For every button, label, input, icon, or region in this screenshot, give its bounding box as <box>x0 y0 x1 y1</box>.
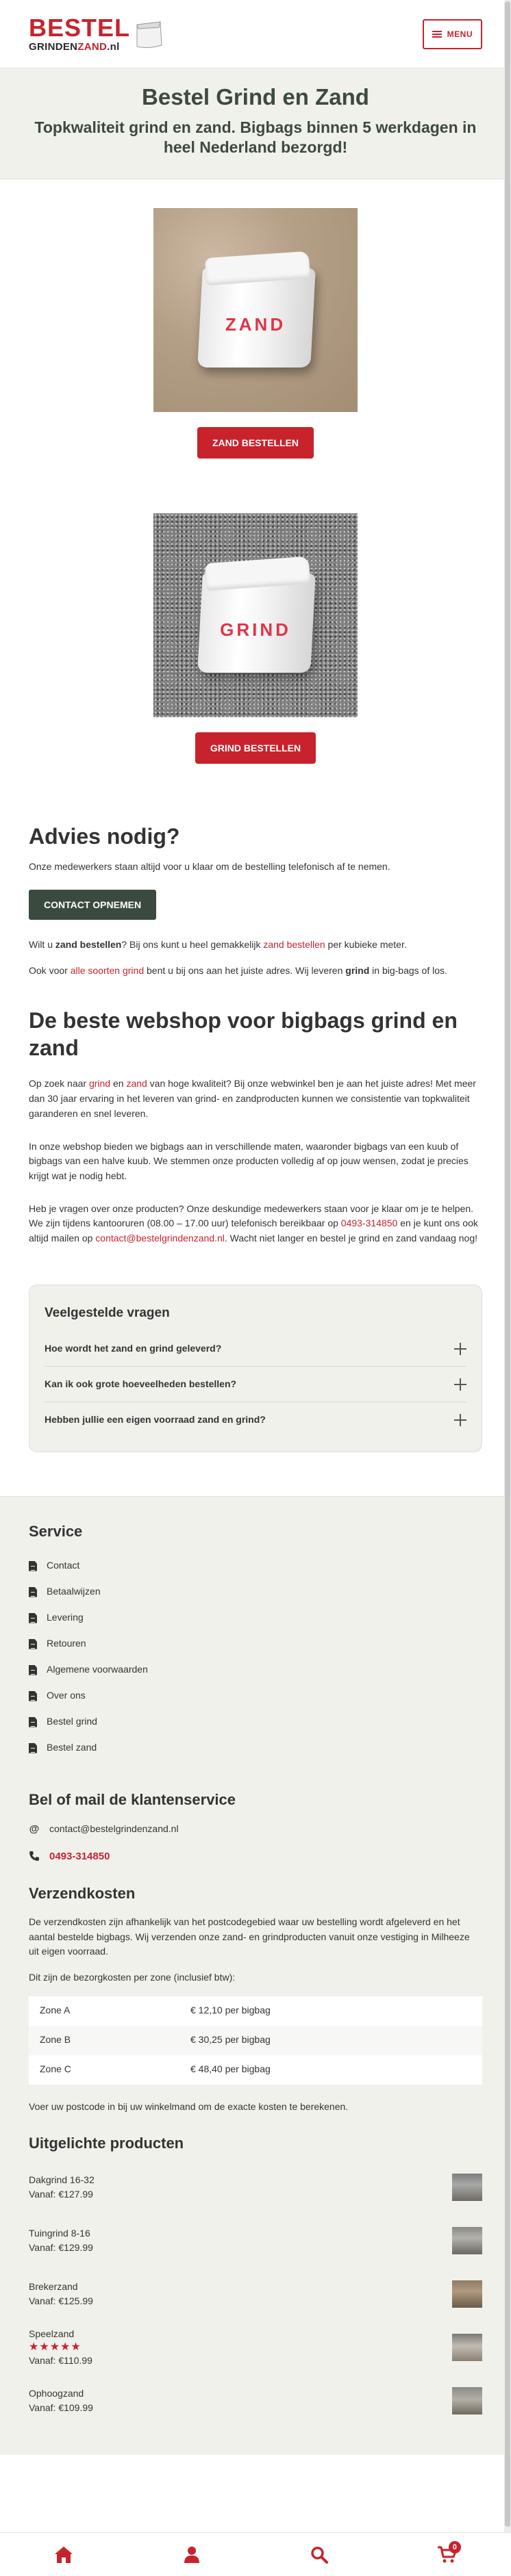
zand-bestellen-button[interactable]: ZAND BESTELLEN <box>197 427 314 459</box>
product-thumbnail[interactable] <box>452 2174 482 2201</box>
rating-stars: ★★★★★ <box>29 2341 82 2354</box>
faq-item[interactable]: Kan ik ook grote hoeveelheden bestellen? <box>45 1367 466 1402</box>
hero <box>0 68 511 179</box>
page-title: Bestel Grind en Zand <box>142 84 369 110</box>
table-row: Zone C € 48,40 per bigbag <box>40 2063 271 2075</box>
scrollbar-track[interactable] <box>504 0 511 2532</box>
search-icon <box>310 2546 328 2564</box>
menu-button[interactable] <box>423 19 482 49</box>
featured-products <box>29 2161 482 2427</box>
plus-icon <box>454 1343 466 1355</box>
shipping-title: Verzendkosten <box>29 1884 136 1902</box>
home-icon <box>54 2546 73 2564</box>
postcode-paragraph: Voer uw postcode in bij uw winkelmand om de exacte kosten te berekenen. <box>29 2100 349 2112</box>
featured-product-price: Vanaf: €127.99 <box>29 2189 93 2200</box>
scrollbar-thumb[interactable] <box>505 1 510 2527</box>
zand-link[interactable]: zand <box>126 1078 147 1090</box>
email-link[interactable]: contact@bestelgrindenzand.nl <box>95 1232 225 1244</box>
phone-link[interactable]: 0493-314850 <box>340 1218 398 1229</box>
document-icon <box>29 1561 37 1571</box>
advice-intro: Onze medewerkers staan altijd voor u klaar om de bestelling telefonisch af te nemen. <box>29 861 390 873</box>
at-icon: @ <box>29 1823 40 1836</box>
service-link-item <box>29 1709 482 1735</box>
document-icon <box>29 1613 37 1623</box>
webshop-section <box>0 1007 511 1246</box>
service-link[interactable]: Contact <box>47 1560 80 1571</box>
featured-product <box>29 2321 482 2374</box>
featured-product <box>29 2161 482 2214</box>
logo-top-text: BESTEL <box>29 14 131 42</box>
product-grind <box>0 513 511 764</box>
cart-count-badge: 0 <box>449 2541 461 2553</box>
webshop-title: De beste webshop voor bigbags grind en zand <box>29 1008 458 1061</box>
featured-product-price: Vanaf: €110.99 <box>29 2355 92 2367</box>
service-link[interactable]: Retouren <box>47 1638 86 1649</box>
winkelmand-link[interactable]: winkelmand <box>145 2100 196 2112</box>
plus-icon <box>454 1414 466 1426</box>
featured-product-link[interactable]: Speelzand <box>29 2328 75 2339</box>
logo-bag-icon <box>133 19 164 49</box>
footer-email-link[interactable]: contact@bestelgrindenzand.nl <box>49 1823 179 1835</box>
service-link[interactable]: Levering <box>47 1612 84 1623</box>
page-subtitle: Topkwaliteit grind en zand. Bigbags binnen 5 werkdagen in heel Nederland bezorgd! <box>34 118 477 157</box>
product-thumbnail[interactable] <box>452 2227 482 2254</box>
webshop-paragraph-3: Heb je vragen over onze producten? Onze deskundige medewerkers staan voor je klaar om je te helpen. We zijn tijdens kantooruren (08.00 – 17.00 uur) telefonisch bereikbaar op 0493-314850 en je kunt ons ook altijd mailen op contact@bestelgrindenzand.nl. Wacht niet langer en bestel je grind en zand vandaag nog! <box>29 1202 478 1244</box>
mobile-bottom-bar <box>0 2532 511 2576</box>
service-link[interactable]: Betaalwijzen <box>47 1586 101 1597</box>
alle-soorten-grind-link[interactable]: alle soorten grind <box>70 964 145 976</box>
featured-product-price: Vanaf: €129.99 <box>29 2242 93 2254</box>
service-link-item <box>29 1683 482 1709</box>
site-logo[interactable] <box>29 16 164 52</box>
service-link[interactable]: Bestel grind <box>47 1716 97 1727</box>
product-thumbnail[interactable] <box>452 2387 482 2414</box>
plus-icon <box>454 1378 466 1391</box>
table-row: Zone A € 12,10 per bigbag <box>40 2005 271 2016</box>
featured-product <box>29 2214 482 2267</box>
product-zand <box>0 208 511 459</box>
document-icon <box>29 1639 37 1649</box>
account-button[interactable] <box>178 2541 205 2568</box>
featured-product-price: Vanaf: €125.99 <box>29 2295 93 2307</box>
grind-bestellen-button[interactable]: GRIND BESTELLEN <box>195 732 316 764</box>
menu-label: MENU <box>447 29 473 39</box>
contact-opnemen-button[interactable]: CONTACT OPNEMEN <box>29 890 156 920</box>
search-button[interactable] <box>306 2541 333 2568</box>
contact-email-row <box>29 1821 482 1837</box>
service-link-item <box>29 1631 482 1657</box>
advice-paragraph-1: Wilt u zand bestellen? Bij ons kunt u heel gemakkelijk zand bestellen per kubieke meter. <box>29 939 407 951</box>
product-thumbnail[interactable] <box>452 2334 482 2361</box>
webshop-paragraph-2: In onze webshop bieden we bigbags aan in verschillende maten, waaronder bigbags van een kuub of bigbags van een halve kuub. We stemmen onze producten volledig af op jouw wensen, zodat je precies krijgt wat je nodig hebt. <box>29 1140 469 1181</box>
document-icon <box>29 1717 37 1727</box>
faq-item[interactable]: Hoe wordt het zand en grind geleverd? <box>45 1331 466 1367</box>
advice-section <box>0 823 511 978</box>
document-icon <box>29 1691 37 1701</box>
cart-button[interactable] <box>434 2541 461 2568</box>
faq-title: Veelgestelde vragen <box>45 1305 170 1320</box>
featured-product-link[interactable]: Ophoogzand <box>29 2387 84 2399</box>
featured-product-price: Vanaf: €109.99 <box>29 2402 93 2414</box>
hamburger-icon <box>432 31 442 38</box>
featured-product-link[interactable]: Tuingrind 8-16 <box>29 2227 90 2239</box>
zand-bigbag-image <box>153 208 358 412</box>
bag-label: ZAND <box>225 314 286 335</box>
document-icon <box>29 1743 37 1753</box>
advice-title: Advies nodig? <box>29 824 180 849</box>
document-icon <box>29 1665 37 1675</box>
webshop-paragraph-1: Op zoek naar grind en zand van hoge kwaliteit? Bij onze webwinkel ben je aan het juiste adres! Met meer dan 30 jaar ervaring in het leveren van grind- en zandproducten kunnen we consistentie van topkwaliteit garanderen en snel leveren. <box>29 1078 476 1119</box>
service-title: Service <box>29 1523 83 1541</box>
logo-bottom-text: GRINDENZAND.nl <box>29 41 120 53</box>
site-footer <box>0 1496 511 2455</box>
featured-product-link[interactable]: Brekerzand <box>29 2280 78 2292</box>
zand-bestellen-link[interactable]: zand bestellen <box>263 939 325 951</box>
advice-paragraph-2: Ook voor alle soorten grind bent u bij ons aan het juiste adres. Wij leveren grind in big-bags of los. <box>29 964 447 976</box>
service-link[interactable]: Over ons <box>47 1690 86 1701</box>
featured-product <box>29 2267 482 2321</box>
contact-phone-row <box>29 1849 482 1864</box>
featured-title: Uitgelichte producten <box>29 2135 184 2152</box>
service-link[interactable]: Algemene voorwaarden <box>47 1664 148 1675</box>
service-link-item <box>29 1605 482 1631</box>
faq-box <box>29 1285 482 1452</box>
bag-label: GRIND <box>220 619 291 641</box>
featured-product-link[interactable]: Dakgrind 16-32 <box>29 2174 95 2185</box>
home-button[interactable] <box>50 2541 77 2568</box>
grind-bigbag-image <box>153 513 358 717</box>
bigbag-graphic <box>193 249 318 369</box>
service-link-item <box>29 1657 482 1683</box>
product-thumbnail[interactable] <box>452 2280 482 2308</box>
bigbag-graphic <box>193 554 318 674</box>
service-link-item <box>29 1735 482 1761</box>
shipping-paragraph-2: Dit zijn de bezorgkosten per zone (inclusief btw): <box>29 1971 236 1983</box>
service-link[interactable]: Bestel zand <box>47 1742 97 1753</box>
featured-product <box>29 2374 482 2427</box>
faq-item[interactable]: Hebben jullie een eigen voorraad zand en grind? <box>45 1402 466 1438</box>
contact-title: Bel of mail de klantenservice <box>29 1791 236 1809</box>
document-icon <box>29 1587 37 1597</box>
service-link-item <box>29 1553 482 1579</box>
phone-icon <box>29 1851 40 1862</box>
service-links <box>29 1553 482 1761</box>
table-row: Zone B € 30,25 per bigbag <box>29 2026 482 2055</box>
shipping-zones-table <box>29 1996 482 2085</box>
shipping-paragraph-1: De verzendkosten zijn afhankelijk van het postcodegebied waar uw bestelling wordt afgeleverd en het aantal bestelde bigbags. Wij verzenden onze zand- en grindproducten vanuit onze vestiging in Milheeze uit eigen voorraad. <box>29 1916 470 1957</box>
grind-link[interactable]: grind <box>88 1078 111 1090</box>
footer-phone-link[interactable]: 0493-314850 <box>49 1850 110 1862</box>
service-link-item <box>29 1579 482 1605</box>
user-icon <box>184 2546 200 2564</box>
site-header <box>0 0 511 68</box>
